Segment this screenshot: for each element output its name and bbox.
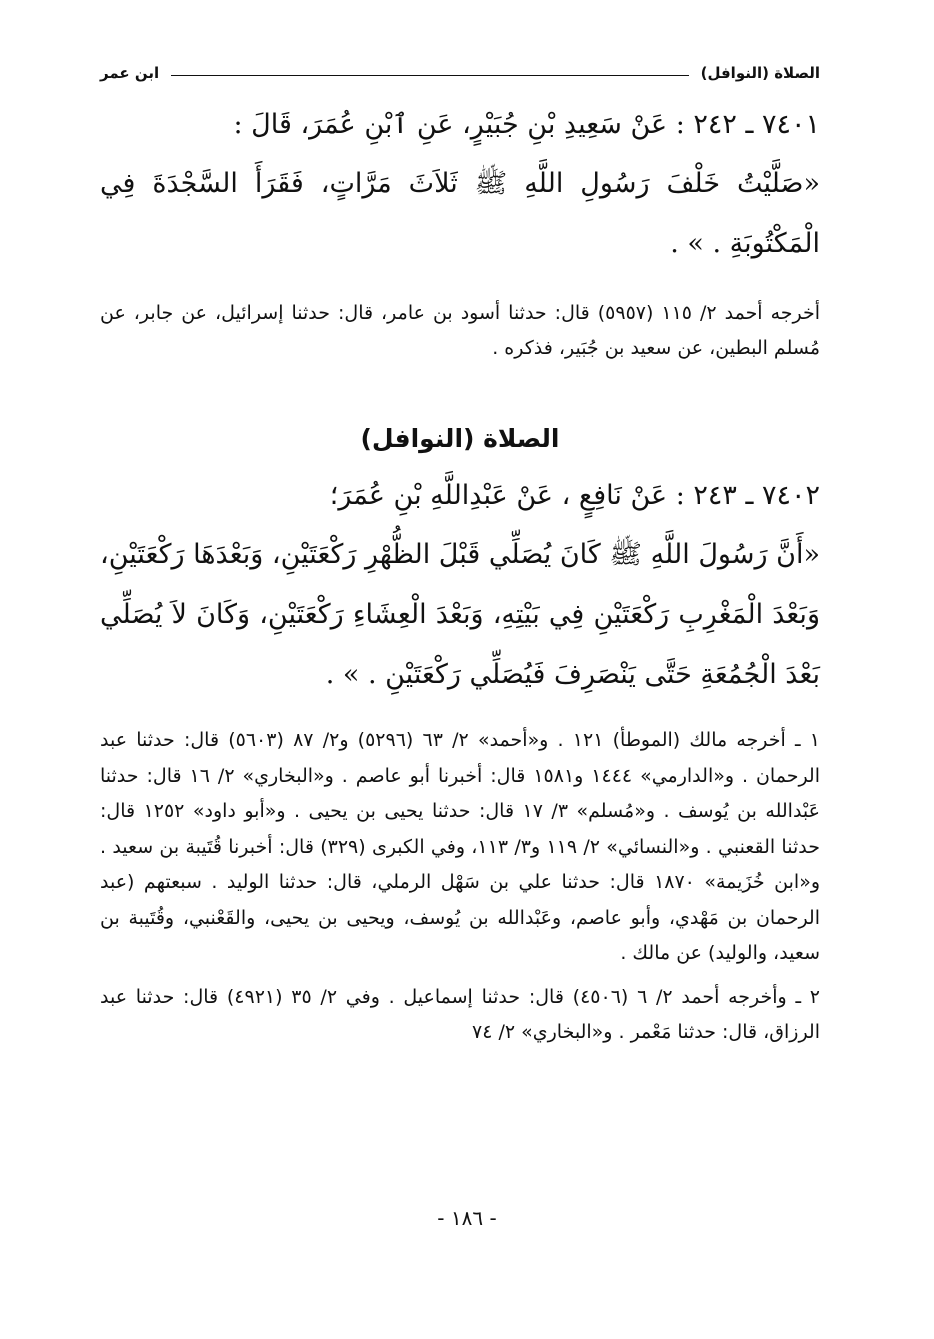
hadith-7402-notes xyxy=(100,723,820,1051)
takhrij-note: ١ ـ أخرجه مالك (الموطأ) ١٢١ . و«أحمد» ٢/ ٦٣ (٥٢٩٦) و٢/ ٨٧ (٥٦٠٣) قال: حدثنا عبد الرحمان . و«الدارمي» ١٤٤٤ و١٥٨١ قال: أخبرنا أبو عاصم . و«البخاري» ٢/ ١٦ قال: حدثنا عَبْدالله بن يُوسف . و«مُسلم» ٣/ ١٧ قال: حدثنا يحيى بن يحيى . و«أبو داود» ١٢٥٢ قال: حدثنا القعنبي . و«النسائي» ٢/ ١١٩ و٣/ ١١٣، وفي الكبرى (٣٢٩) قال: أخبرنا قُتَيبة بن سعيد . و«ابن خُزَيمة» ١٨٧٠ قال: حدثنا علي بن سَهْل الرملي، قال: حدثنا الوليد . سبعتهم (عبد الرحمان بن مَهْدي، وأبو عاصم، وعَبْدالله بن يُوسف، ويحيى بن يحيى، والقَعْنبي، وقُتَيبة بن سعيد، والوليد) عن مالك . xyxy=(100,729,821,964)
hadith-7401-text: «صَلَّيْتُ خَلْفَ رَسُولِ اللَّهِ ﷺ ثَلاَثَ مَرَّاتٍ، فَقَرَأَ السَّجْدَةَ فِي الْمَكْتُوبَةِ . » . xyxy=(100,168,820,259)
hadith-7401-takhrij: أخرجه أحمد ٢/ ١١٥ (٥٩٥٧) قال: حدثنا أسود بن عامر، قال: حدثنا إسرائيل، عن جابر، عن مُسلم البطين، عن سعيد بن جُبَير، فذكره . xyxy=(100,302,821,359)
takhrij-note: ٢ ـ وأخرجه أحمد ٢/ ٦ (٤٥٠٦) قال: حدثنا إسماعيل . وفي ٢/ ٣٥ (٤٩٢١) قال: حدثنا عبد الرزاق، قال: حدثنا مَعْمر . و«البخاري» ٢/ ٧٤ xyxy=(100,985,820,1043)
document-page xyxy=(100,58,820,1051)
page-number: - ١٨٦ - xyxy=(437,1206,497,1230)
hadith-7402-text: «أَنَّ رَسُولَ اللَّهِ ﷺ كَانَ يُصَلِّي قَبْلَ الظُّهْرِ رَكْعَتَيْنِ، وَبَعْدَهَا رَكْعَتَيْنِ، وَبَعْدَ الْمَغْرِبِ رَكْعَتَيْنِ فِي بَيْتِهِ، وَبَعْدَ الْعِشَاءِ رَكْعَتَيْنِ، وَكَانَ لاَ يُصَلِّي بَعْدَ الْجُمُعَةِ حَتَّى يَنْصَرِفَ فَيُصَلِّي رَكْعَتَيْنِ . » . xyxy=(100,539,820,690)
running-header xyxy=(100,58,820,88)
section-title: الصلاة (النوافل) xyxy=(360,424,560,453)
chapter-title: الصلاة (النوافل) xyxy=(700,64,820,82)
hadith-7402-heading: ٧٤٠٢ ـ ٢٤٣ : عَنْ نَافِعٍ ، عَنْ عَبْدِاللَّهِ بْنِ عُمَرَ؛ xyxy=(329,480,820,511)
hadith-7401-heading: ٧٤٠١ ـ ٢٤٢ : عَنْ سَعِيدِ بْنِ جُبَيْرٍ، عَنِ ٱبْنِ عُمَرَ، قَالَ : xyxy=(233,109,820,140)
narrator-name: ابن عمر xyxy=(100,64,160,82)
header-rule xyxy=(171,75,688,76)
